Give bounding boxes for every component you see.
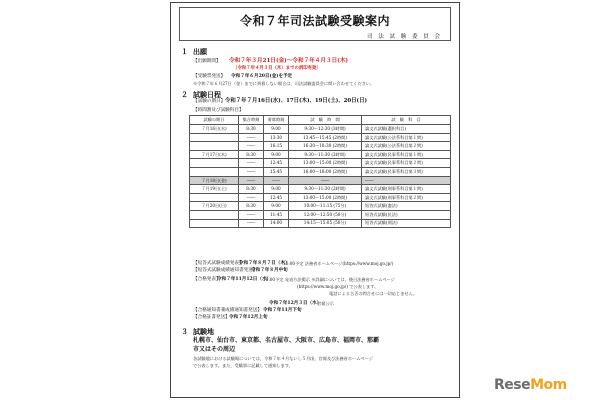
cell-subject: 短答式試験(憲法) <box>362 202 451 211</box>
cell-seat-time: 15:45 <box>264 167 289 176</box>
cell-subject: 短答式試験(刑法) <box>362 219 451 228</box>
cell-subject: 短答式試験(民法) <box>362 210 451 219</box>
cell-gather-time: ―― <box>239 219 264 228</box>
cell-exam-time: 10:00～11:15 (75分) <box>289 202 362 211</box>
cell-gather-time: ―― <box>239 159 264 168</box>
cell-gather-time: ―― <box>239 210 264 219</box>
timetable-label: 【時間割及び試験科目】 <box>193 108 244 113</box>
timetable-body <box>190 125 451 228</box>
title-box <box>179 7 451 41</box>
timetable-row <box>190 133 451 142</box>
cell-seat-time: 9:00 <box>264 125 289 134</box>
cell-exam-time: 13:00～15:00 (2時間) <box>289 159 362 168</box>
cell-seat-time: 13:30 <box>264 133 289 142</box>
short-answer-result-note: 16:00予定 法務省ホームページ(https://www.moj.go.jp/) <box>283 261 394 266</box>
cell-subject: 論文式試験(民事系科目第２問) <box>362 159 451 168</box>
exam-guide-sheet <box>170 2 460 398</box>
cell-exam-time: 16:00～18:00 (2時間) <box>289 167 362 176</box>
timetable-row <box>190 159 451 168</box>
cell-subject: 論文式試験(民事系科目第３問) <box>362 167 451 176</box>
application-period-label: 【出願期間】 <box>193 59 221 64</box>
cell-exam-time: 9:30～12:30 (3時間) <box>289 125 362 134</box>
short-answer-notice-label: 【短答式試験成績通知書発送】 <box>193 268 258 273</box>
cell-seat-time: 9:00 <box>264 185 289 194</box>
cell-date <box>190 133 239 142</box>
timetable-row <box>190 176 451 185</box>
resemom-watermark-logo: ReseMom <box>494 377 567 393</box>
cell-date: ７月18日(金) <box>190 176 239 185</box>
cell-date <box>190 167 239 176</box>
timetable-row <box>190 150 451 159</box>
cell-gather-time: ―― <box>239 193 264 202</box>
cell-seat-time: ―― <box>264 176 289 185</box>
timetable-row <box>190 167 451 176</box>
cell-subject: 論文式試験(公法系科目第２問) <box>362 142 451 151</box>
admission-ticket-value: 令和７年６月20日(金)を予定 <box>231 74 293 79</box>
cell-exam-time: 14:15～15:05 (50分) <box>289 219 362 228</box>
exam-cities-line-1: 札幌市、仙台市、東京都、名古屋市、大阪市、広島市、福岡市、那覇 <box>193 337 380 344</box>
header-subject: 試 験 科 目 <box>362 116 451 125</box>
timetable-row <box>190 193 451 202</box>
cell-exam-time: 13:00～15:00 (2時間) <box>289 193 362 202</box>
cell-date <box>190 193 239 202</box>
timetable-row <box>190 142 451 151</box>
gazette-date-note: 官報公示 <box>317 301 334 306</box>
cell-gather-time: ―― <box>239 142 264 151</box>
cell-seat-time: 12:45 <box>264 193 289 202</box>
pass-certificate-label: 【合格証書発送】 <box>193 315 230 320</box>
cell-date: ７月16日(水) <box>190 125 239 134</box>
admission-ticket-label: 【受験票発送】 <box>193 74 226 79</box>
timetable-row <box>190 219 451 228</box>
cell-seat-time: 12:45 <box>264 159 289 168</box>
cell-gather-time: 8:30 <box>239 202 264 211</box>
cell-gather-time: 8:30 <box>239 150 264 159</box>
committee-name: 司 法 試 験 委 員 会 <box>367 34 442 40</box>
timetable-header-row <box>190 116 451 125</box>
cell-date <box>190 142 239 151</box>
timetable-row <box>190 210 451 219</box>
cell-gather-time: ―― <box>239 176 264 185</box>
cell-subject: 論文式試験(民事系科目第１問) <box>362 150 451 159</box>
cell-seat-time: 16:15 <box>264 142 289 151</box>
exam-venue-note-2: で公表します。また，受験票に記載して通知します。 <box>193 363 293 368</box>
gazette-date-value: 令和７年12月３日（水） <box>269 301 322 306</box>
cell-date: ７月20日(日) <box>190 202 239 211</box>
exam-dates-value: 令和７年７月16日(水)、17日(木)、19日(土)、20日(日) <box>225 98 368 104</box>
exam-venue-note-1: 各試験地における試験場については，令和７年４月ないし５月頃，官報及び法務省ホームページ <box>193 356 373 361</box>
pass-announcement-label: 【合格発表】 <box>193 277 221 282</box>
cell-subject: 論文式試験(刑事系科目第１問) <box>362 185 451 194</box>
cell-subject: 論文式試験(刑事系科目第２問) <box>362 193 451 202</box>
timetable-row <box>190 202 451 211</box>
cell-subject: ―― <box>362 176 451 185</box>
cell-date: ７月17日(木) <box>190 150 239 159</box>
page-title: 令和７年司法試験受験案内 <box>239 14 390 28</box>
pass-notice-value: 令和７年11月下旬 <box>263 308 302 313</box>
short-answer-notice-value: 令和７年８月中旬 <box>251 268 288 273</box>
cell-gather-time: ―― <box>239 133 264 142</box>
cell-seat-time: 9:00 <box>264 150 289 159</box>
pass-announcement-value: 令和７年11月12日（水） <box>217 277 272 282</box>
exam-dates-label: 【試験の期日】 <box>193 99 226 104</box>
cell-seat-time: 11:45 <box>264 210 289 219</box>
pass-announcement-note-1: 16:00予定 発表方法掲示 ※詳細については，後日法務省ホームページ <box>263 277 395 282</box>
header-gather-time: 集合時刻 <box>239 116 264 125</box>
header-date: 試験の期日 <box>190 116 239 125</box>
cell-exam-time: 16:30～18:30 (2時間) <box>289 142 362 151</box>
timetable-row <box>190 125 451 134</box>
cell-date <box>190 210 239 219</box>
cell-exam-time: 13:45～15:45 (2時間) <box>289 133 362 142</box>
header-exam-time: 試 験 時 間 <box>289 116 362 125</box>
cell-gather-time: ―― <box>239 167 264 176</box>
timetable-row <box>190 185 451 194</box>
cell-gather-time: 8:30 <box>239 185 264 194</box>
section-2-heading: ２ 試験日程 <box>181 90 221 99</box>
cell-exam-time: 9:30～11:30 (2時間) <box>289 150 362 159</box>
cell-exam-time: ―― <box>289 176 362 185</box>
cell-subject: 論文式試験(公法系科目第１問) <box>362 133 451 142</box>
cell-gather-time: 8:30 <box>239 125 264 134</box>
cell-date <box>190 219 239 228</box>
cell-seat-time: 9:00 <box>264 202 289 211</box>
pass-announcement-note-2: (https://www.moj.go.jp/) で公表します。 <box>297 284 379 289</box>
application-period-note: 〔令和７年４月３日（木）までの消印有効〕 <box>233 66 321 71</box>
pass-certificate-value: 令和７年12月上旬 <box>229 315 268 320</box>
cell-date: ７月19日(土) <box>190 185 239 194</box>
cell-exam-time: 9:30～11:30 (2時間) <box>289 185 362 194</box>
exam-timetable <box>189 115 451 228</box>
exam-cities-line-2: 市又はその周辺 <box>193 346 236 353</box>
cell-subject: 論文式試験(選択科目) <box>362 125 451 134</box>
header-seat-time: 着席時刻 <box>264 116 289 125</box>
short-answer-result-label: 【短答式試験成績発表】 <box>193 261 244 266</box>
admission-ticket-note: ※令和７年６月27日（金）までに到着しない場合は，司法試験委員会に問い合わせてください。 <box>193 81 375 86</box>
cell-exam-time: 12:00～12:50 (50分) <box>289 210 362 219</box>
cell-date <box>190 159 239 168</box>
cell-seat-time: 14:00 <box>264 219 289 228</box>
section-1-heading: １ 出願 <box>181 47 207 56</box>
pass-notice-label: 【合格通知書兼成績通知書発送】 <box>193 308 262 313</box>
section-3-heading: ３ 試験地 <box>181 327 214 336</box>
short-answer-result-value: 令和７年８月７日（木） <box>239 261 290 266</box>
pass-announcement-note-3: 電話による合否の問合せには一切応じません。 <box>329 291 418 296</box>
application-period-value: 令和７年３月21日(金)～令和７年４月３日(木) <box>229 58 349 64</box>
